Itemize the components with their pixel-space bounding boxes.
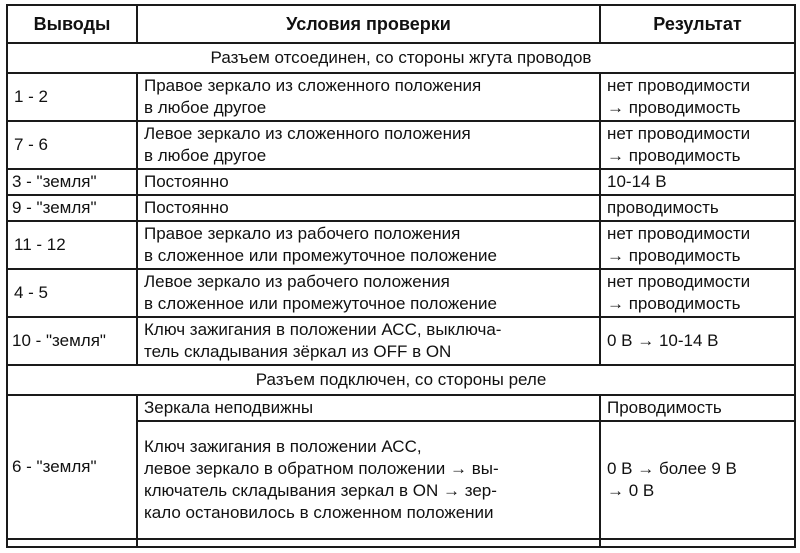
condition-line: Левое зеркало из рабочего положения	[144, 272, 450, 291]
table-row	[7, 169, 795, 195]
result-line: → проводимость	[607, 246, 741, 265]
condition-cell	[137, 317, 600, 365]
result-cell	[600, 269, 795, 317]
condition-cell	[137, 221, 600, 269]
condition-cell	[137, 121, 600, 169]
result-cell: Проводимость	[600, 395, 795, 421]
condition-line: левое зеркало в обратном положении → вы-	[144, 459, 499, 478]
table-row	[7, 121, 795, 169]
result-cell: проводимость	[600, 195, 795, 221]
result-line: → проводимость	[607, 294, 741, 313]
result-line: → проводимость	[607, 98, 741, 117]
result-cell	[600, 221, 795, 269]
header-result: Результат	[600, 5, 795, 43]
condition-cell	[137, 421, 600, 539]
result-cell	[600, 421, 795, 539]
condition-cell	[137, 269, 600, 317]
section-title: Разъем подключен, со стороны реле	[7, 365, 795, 395]
condition-cell: Постоянно	[137, 195, 600, 221]
condition-line: в сложенное или промежуточное положение	[144, 246, 498, 265]
section-title: Разъем отсоединен, со стороны жгута проводов	[7, 43, 795, 73]
table-row-cut	[7, 539, 795, 547]
table-row	[7, 195, 795, 221]
section-row	[7, 43, 795, 73]
pin-cell: 11 - 12	[7, 221, 137, 269]
condition-line: ключатель складывания зеркал в ON → зер-	[144, 481, 497, 500]
result-cell: 0 В → 10-14 В	[600, 317, 795, 365]
result-line: 0 В → более 9 В	[607, 459, 737, 478]
check-table	[6, 4, 796, 548]
cut-cell	[137, 539, 600, 547]
pin-cell: 1 - 2	[7, 73, 137, 121]
condition-cell	[137, 73, 600, 121]
cut-cell	[7, 539, 137, 547]
condition-line: Левое зеркало из сложенного положения	[144, 124, 471, 143]
result-cell	[600, 73, 795, 121]
result-line: нет проводимости	[607, 224, 751, 243]
condition-line: в сложенное или промежуточное положение	[144, 294, 498, 313]
pin-cell: 4 - 5	[7, 269, 137, 317]
condition-line: Ключ зажигания в положении АСС,	[144, 437, 422, 456]
result-line: → 0 В	[607, 481, 655, 500]
pin-cell: 9 - "земля"	[7, 195, 137, 221]
result-cell: 10-14 В	[600, 169, 795, 195]
condition-cell: Зеркала неподвижны	[137, 395, 600, 421]
section-row	[7, 365, 795, 395]
table-row	[7, 269, 795, 317]
pin-cell: 10 - "земля"	[7, 317, 137, 365]
pin-cell: 7 - 6	[7, 121, 137, 169]
condition-line: кало остановилось в сложенном положении	[144, 503, 494, 522]
cut-cell	[600, 539, 795, 547]
table-row	[7, 317, 795, 365]
result-line: нет проводимости	[607, 76, 751, 95]
condition-line: в любое другое	[144, 98, 267, 117]
table-row	[7, 221, 795, 269]
result-line: → проводимость	[607, 146, 741, 165]
table-row	[7, 395, 795, 421]
condition-line: Правое зеркало из сложенного положения	[144, 76, 482, 95]
result-line: нет проводимости	[607, 124, 751, 143]
header-conditions: Условия проверки	[137, 5, 600, 43]
header-pins: Выводы	[7, 5, 137, 43]
condition-cell: Постоянно	[137, 169, 600, 195]
table-row	[7, 73, 795, 121]
condition-line: в любое другое	[144, 146, 267, 165]
header-row	[7, 5, 795, 43]
pin-cell: 3 - "земля"	[7, 169, 137, 195]
result-line: нет проводимости	[607, 272, 751, 291]
condition-line: тель складывания зёркал из OFF в ON	[144, 342, 452, 361]
condition-line: Правое зеркало из рабочего положения	[144, 224, 461, 243]
condition-line: Ключ зажигания в положении АСС, выключа-	[144, 320, 502, 339]
result-cell	[600, 121, 795, 169]
pin-cell: 6 - "земля"	[7, 395, 137, 539]
